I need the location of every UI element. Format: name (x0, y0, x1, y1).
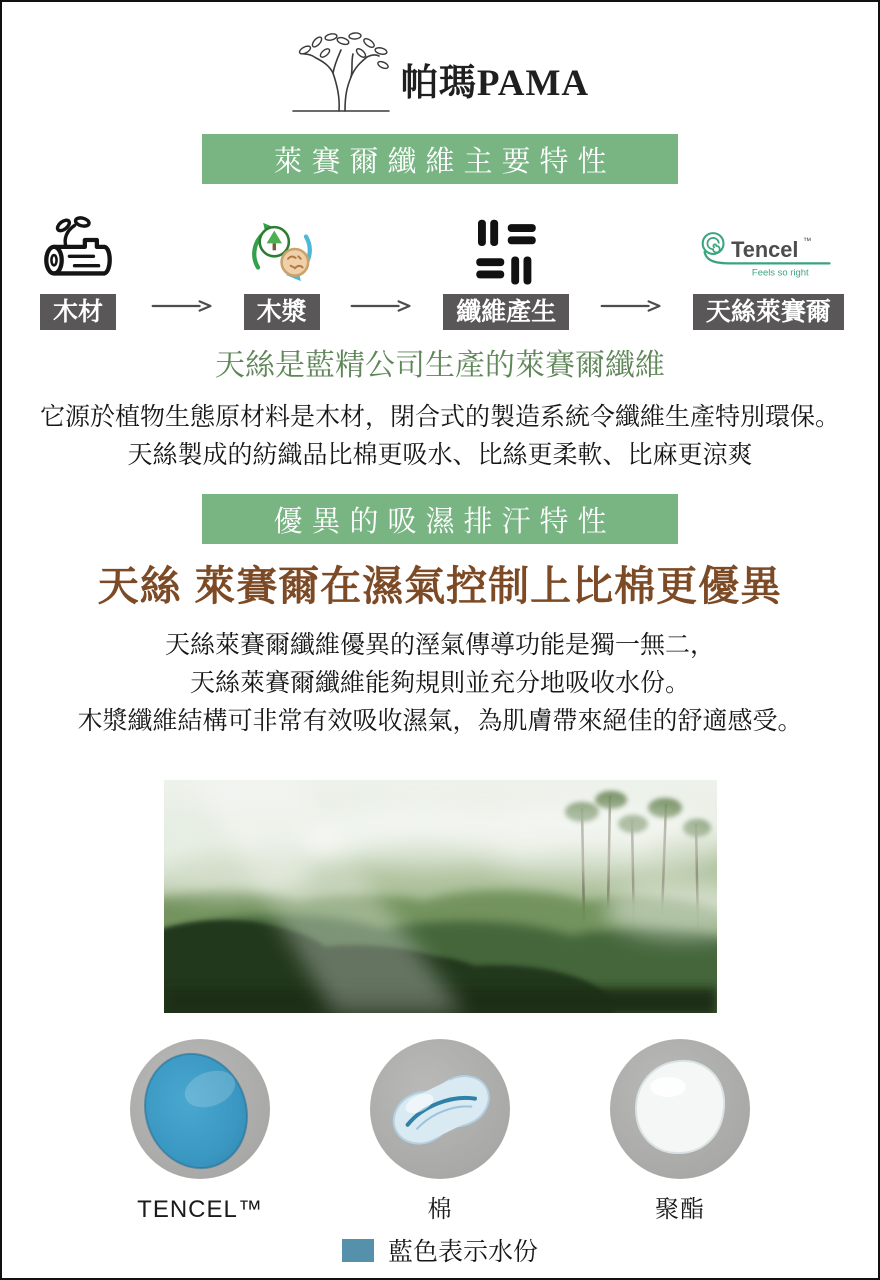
fiber-weave-icon (471, 216, 541, 288)
legend-text: 藍色表示水份 (387, 1238, 538, 1266)
flow-label-wood: 木材 (40, 294, 116, 330)
arrow-right-icon (350, 298, 412, 319)
comparison-label-polyester: 聚酯 (655, 1196, 705, 1223)
intro-paragraph (2, 398, 878, 474)
tencel-wordmark: Tencel (731, 236, 799, 262)
comparison-label-cotton: 棉 (427, 1196, 453, 1223)
polyester-cross-section-image (610, 1039, 750, 1184)
flow-stage-pulp (244, 216, 320, 330)
tree-logo-icon (291, 27, 395, 120)
water-legend (2, 1232, 878, 1268)
intro-line-1: 它源於植物生態原材料是木材，閉合式的製造系統令纖維生產特別環保。 (39, 403, 840, 431)
comparison-label-tencel: TENCEL™ (137, 1196, 263, 1223)
tencel-tagline: Feels so right (752, 267, 810, 279)
arrow-right-icon (151, 298, 213, 319)
cotton-cross-section-image (370, 1039, 510, 1184)
moisture-paragraph (2, 626, 878, 740)
moisture-line-2: 天絲萊賽爾纖維能夠規則並充分地吸收水份。 (189, 669, 690, 697)
intro-line-2: 天絲製成的紡織品比棉更吸水、比絲更柔軟、比麻更涼爽 (127, 441, 753, 469)
flow-label-pulp: 木漿 (244, 294, 320, 330)
flow-label-tencel: 天絲萊賽爾 (693, 294, 844, 330)
comparison-item-polyester (580, 1039, 780, 1224)
blue-swatch-icon (342, 1239, 374, 1262)
intro-subtitle: 天絲是藍精公司生產的萊賽爾纖維 (215, 349, 665, 382)
section-banner-features: 萊賽爾纖維主要特性 (202, 134, 678, 184)
wood-log-icon (36, 216, 120, 288)
tencel-logo (697, 208, 839, 288)
comparison-item-cotton (340, 1039, 540, 1224)
pulp-cycle-icon (244, 216, 320, 288)
misty-forest-image (164, 780, 717, 1013)
comparison-item-tencel (100, 1039, 300, 1224)
arrow-right-icon (600, 298, 662, 319)
brand-name: 帕瑪PAMA (400, 63, 590, 104)
moisture-line-3: 木漿纖維結構可非常有效吸收濕氣，為肌膚帶來絕佳的舒適感受。 (77, 707, 803, 735)
flow-stage-fiber (443, 216, 569, 330)
moisture-headline: 天絲 萊賽爾在濕氣控制上比棉更優異 (97, 563, 783, 609)
flow-stage-tencel (693, 208, 844, 330)
tencel-tm: ™ (803, 235, 812, 246)
flow-stage-wood (36, 216, 120, 330)
section-banner-moisture: 優異的吸濕排汗特性 (202, 494, 678, 544)
brand-header (2, 32, 878, 120)
fiber-comparison (100, 1039, 780, 1224)
moisture-line-1: 天絲萊賽爾纖維優異的溼氣傳導功能是獨一無二， (164, 631, 715, 659)
tencel-cross-section-image (130, 1039, 270, 1184)
flow-label-fiber: 纖維產生 (443, 294, 569, 330)
process-flow (36, 208, 844, 330)
